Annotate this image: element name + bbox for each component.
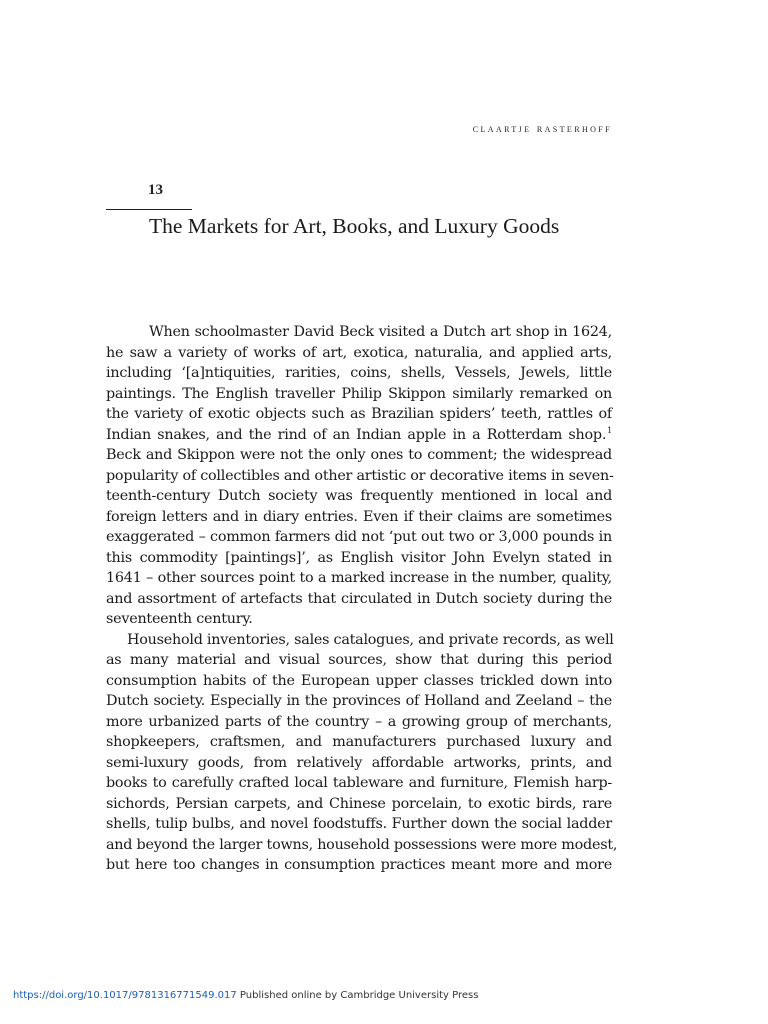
text-line: Beck and Skippon were not the only ones to comment; the widespread (106, 447, 612, 463)
text-line: semi-luxury goods, from relatively affordable artworks, prints, and (106, 754, 612, 771)
text-line: sichords, Persian carpets, and Chinese porcelain, to exotic birds, rare (106, 795, 612, 812)
text-line: this commodity [paintings]’, as English visitor John Evelyn stated in (106, 549, 612, 566)
text-line: When schoolmaster David Beck visited a Dutch art shop in 1624, (149, 324, 612, 340)
chapter-title: The Markets for Art, Books, and Luxury Goods (149, 214, 560, 238)
text-line: exaggerated – common farmers did not ‘put out two or 3,000 pounds in (106, 529, 612, 545)
text-line: paintings. The English traveller Philip Skippon similarly remarked on (106, 385, 612, 402)
text-line: seventeenth century. (106, 611, 253, 627)
chapter-number: 13 (148, 182, 163, 198)
text-line: teenth-century Dutch society was frequently mentioned in local and (106, 488, 612, 504)
footnote-marker[interactable]: 1 (607, 425, 612, 435)
text-line: Dutch society. Especially in the provinces of Holland and Zeeland – the (106, 693, 612, 709)
text-line: 1641 – other sources point to a marked increase in the number, quality, (106, 570, 612, 586)
text-line: Household inventories, sales catalogues, and private records, as well (127, 631, 614, 648)
text-line: but here too changes in consumption practices meant more and more (106, 857, 612, 873)
text-line: including ‘[a]ntiquities, rarities, coins, shells, Vessels, Jewels, little (106, 365, 612, 381)
doi-link[interactable]: https://doi.org/10.1017/9781316771549.017 (13, 990, 237, 1001)
text-line: shopkeepers, craftsmen, and manufacturers purchased luxury and (106, 734, 612, 750)
text-line: shells, tulip bulbs, and novel foodstuffs. Further down the social ladder (106, 816, 612, 832)
text-line: more urbanized parts of the country – a growing group of merchants, (106, 713, 612, 730)
running-head: claartje rasterhoff (472, 121, 612, 135)
text-line: he saw a variety of works of art, exotica, naturalia, and applied arts, (106, 344, 612, 361)
text-line: consumption habits of the European upper classes trickled down into (106, 672, 612, 689)
footer (13, 990, 478, 1001)
text-line: popularity of collectibles and other artistic or decorative items in seven- (106, 467, 614, 484)
text-line-with-footnote (106, 425, 612, 446)
body-text (106, 322, 618, 876)
text-fragment: Indian snakes, and the rind of an Indian apple in a Rotterdam shop. (106, 426, 607, 443)
publisher-text: Published online by Cambridge University Press (236, 990, 479, 1001)
text-line: as many material and visual sources, show that during this period (106, 652, 612, 668)
text-line: and beyond the larger towns, household possessions were more modest, (106, 836, 618, 853)
text-line: books to carefully crafted local tableware and furniture, Flemish harp- (106, 775, 612, 791)
chapter-rule (106, 209, 192, 210)
text-line: foreign letters and in diary entries. Even if their claims are sometimes (106, 508, 612, 525)
text-line: the variety of exotic objects such as Brazilian spiders’ teeth, rattles of (106, 406, 612, 422)
text-line: and assortment of artefacts that circulated in Dutch society during the (106, 590, 612, 607)
